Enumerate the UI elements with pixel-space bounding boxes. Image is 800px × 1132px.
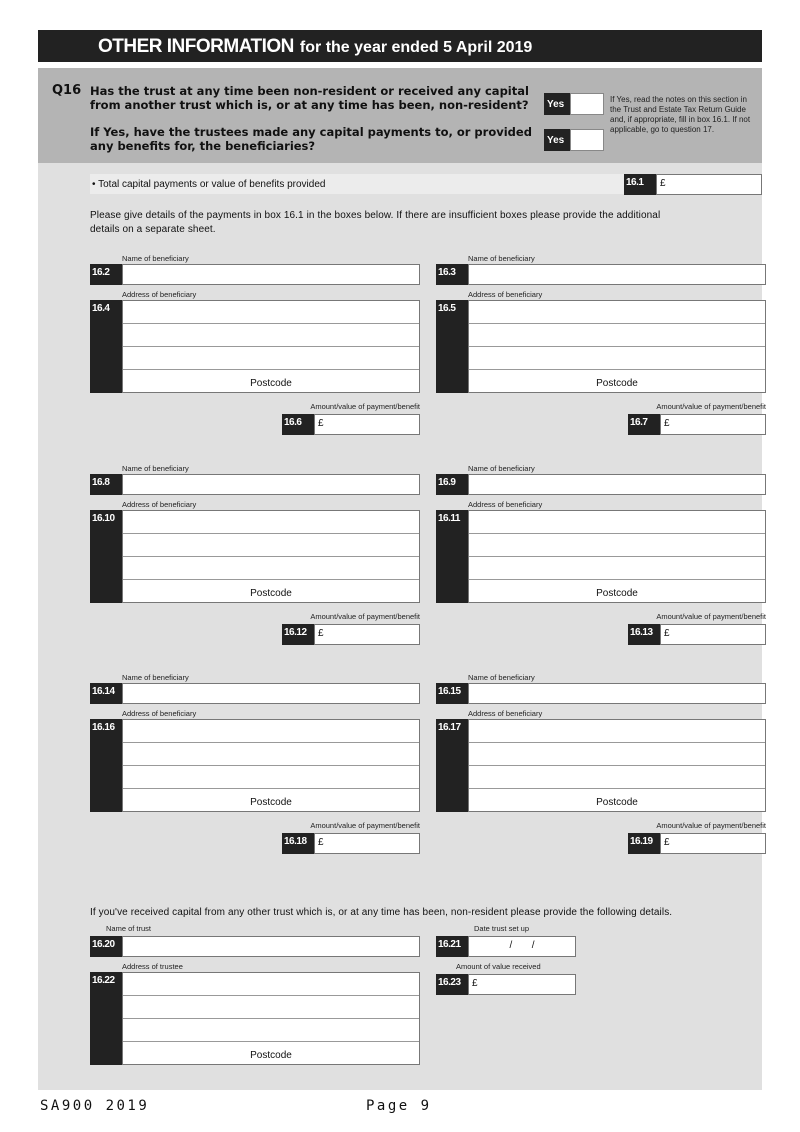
beneficiary-name-field[interactable] (468, 683, 766, 704)
amount-field[interactable]: £ (314, 414, 420, 435)
beneficiary-name-caption: Name of beneficiary (468, 673, 535, 682)
box-number: 16.21 (436, 936, 468, 957)
amount-field[interactable]: £ (660, 833, 766, 854)
box-number: 16.19 (628, 833, 660, 854)
box-number: 16.16 (90, 719, 122, 812)
beneficiary-name-field[interactable] (122, 264, 420, 285)
amount-caption: Amount/value of payment/benefit (310, 821, 420, 830)
yes-label: Yes (544, 93, 570, 115)
question-number: Q16 (52, 83, 82, 98)
box-number: 16.13 (628, 624, 660, 645)
postcode-label: Postcode (250, 797, 292, 808)
box-number: 16.15 (436, 683, 468, 704)
beneficiary-address-caption: Address of beneficiary (122, 709, 197, 718)
box-number: 16.8 (90, 474, 122, 495)
beneficiary-address-field[interactable] (122, 719, 420, 812)
box-number: 16.10 (90, 510, 122, 603)
box-number: 16.12 (282, 624, 314, 645)
beneficiary-address-caption: Address of beneficiary (122, 500, 197, 509)
beneficiary-name-field[interactable] (122, 683, 420, 704)
beneficiary-name-caption: Name of beneficiary (122, 254, 189, 263)
instructions-line-1: Please give details of the payments in box 16.1 in the boxes below. If there are insufficient boxes please provide the additional (90, 210, 661, 221)
box-number: 16.18 (282, 833, 314, 854)
date-field[interactable]: / / (468, 936, 576, 957)
box-number: 16.5 (436, 300, 468, 393)
beneficiary-address-caption: Address of beneficiary (122, 290, 197, 299)
page-number: Page 9 (366, 1098, 432, 1114)
beneficiary-address-field[interactable] (122, 300, 420, 393)
question-line-1a: Has the trust at any time been non-resident or received any capital (90, 84, 529, 98)
guidance-note: If Yes, read the notes on this section in the Trust and Estate Tax Return Guide and, if appropriate, fill in box 16.1. If not applicable, go to question 17. (610, 95, 751, 134)
beneficiary-name-field[interactable] (468, 264, 766, 285)
yes-box[interactable] (570, 129, 604, 151)
beneficiary-address-field[interactable] (468, 719, 766, 812)
beneficiary-name-field[interactable] (122, 474, 420, 495)
total-payments-field[interactable]: £ (656, 174, 762, 195)
beneficiary-name-caption: Name of beneficiary (468, 464, 535, 473)
postcode-label: Postcode (250, 378, 292, 389)
beneficiary-name-field[interactable] (468, 474, 766, 495)
question-line-2a: If Yes, have the trustees made any capital payments to, or provided (90, 125, 532, 139)
box-number: 16.7 (628, 414, 660, 435)
box-number: 16.2 (90, 264, 122, 285)
beneficiary-address-field[interactable] (468, 300, 766, 393)
section-subtitle: for the year ended 5 April 2019 (299, 39, 533, 56)
beneficiary-name-caption: Name of beneficiary (468, 254, 535, 263)
section-title: OTHER INFORMATION for the year ended 5 April 2019 (98, 36, 533, 57)
date-caption: Date trust set up (474, 924, 530, 933)
form-id: SA900 2019 (40, 1098, 150, 1114)
other-trust-intro: If you've received capital from any other trust which is, or at any time has been, non-resident please provide the following details. (90, 907, 673, 918)
box-number: 16.6 (282, 414, 314, 435)
beneficiary-address-field[interactable] (468, 510, 766, 603)
section-header (38, 30, 762, 62)
yes-box[interactable] (570, 93, 604, 115)
beneficiary-address-field[interactable] (122, 510, 420, 603)
box-number: 16.4 (90, 300, 122, 393)
beneficiary-address-caption: Address of beneficiary (468, 290, 543, 299)
postcode-label: Postcode (596, 588, 638, 599)
box-number: 16.14 (90, 683, 122, 704)
box-number: 16.23 (436, 974, 468, 995)
trust-name-field[interactable] (122, 936, 420, 957)
value-field[interactable]: £ (468, 974, 576, 995)
amount-caption: Amount/value of payment/benefit (656, 821, 766, 830)
question-line-2b: any benefits for, the beneficiaries? (90, 139, 316, 153)
yes-label: Yes (544, 129, 570, 151)
form-body (38, 68, 766, 1090)
beneficiary-address-caption: Address of beneficiary (468, 500, 543, 509)
amount-caption: Amount/value of payment/benefit (310, 612, 420, 621)
beneficiary-name-caption: Name of beneficiary (122, 464, 189, 473)
box-number: 16.3 (436, 264, 468, 285)
postcode-label: Postcode (250, 1050, 292, 1061)
trust-name-caption: Name of trust (106, 924, 152, 933)
amount-caption: Amount/value of payment/benefit (656, 612, 766, 621)
amount-caption: Amount/value of payment/benefit (310, 402, 420, 411)
postcode-label: Postcode (250, 588, 292, 599)
box-number: 16.1 (624, 174, 656, 195)
trustee-caption: Address of trustee (122, 962, 183, 971)
amount-caption: Amount/value of payment/benefit (656, 402, 766, 411)
beneficiary-address-caption: Address of beneficiary (468, 709, 543, 718)
instructions-line-2: details on a separate sheet. (90, 224, 216, 235)
question-line-1b: from another trust which is, or at any time has been, non-resident? (90, 98, 529, 112)
box-number: 16.22 (90, 972, 122, 1065)
trustee-address-field[interactable] (122, 972, 420, 1065)
postcode-label: Postcode (596, 797, 638, 808)
box-number: 16.17 (436, 719, 468, 812)
amount-field[interactable]: £ (660, 414, 766, 435)
postcode-label: Postcode (596, 378, 638, 389)
yes-checkbox-1[interactable] (544, 93, 604, 115)
yes-checkbox-2[interactable] (544, 129, 604, 151)
box-number: 16.9 (436, 474, 468, 495)
amount-field[interactable]: £ (660, 624, 766, 645)
total-payments-label: • Total capital payments or value of benefits provided (90, 174, 624, 194)
box-number: 16.11 (436, 510, 468, 603)
question-band (38, 68, 762, 163)
value-caption: Amount of value received (456, 962, 541, 971)
amount-field[interactable]: £ (314, 624, 420, 645)
beneficiary-name-caption: Name of beneficiary (122, 673, 189, 682)
amount-field[interactable]: £ (314, 833, 420, 854)
box-number: 16.20 (90, 936, 122, 957)
